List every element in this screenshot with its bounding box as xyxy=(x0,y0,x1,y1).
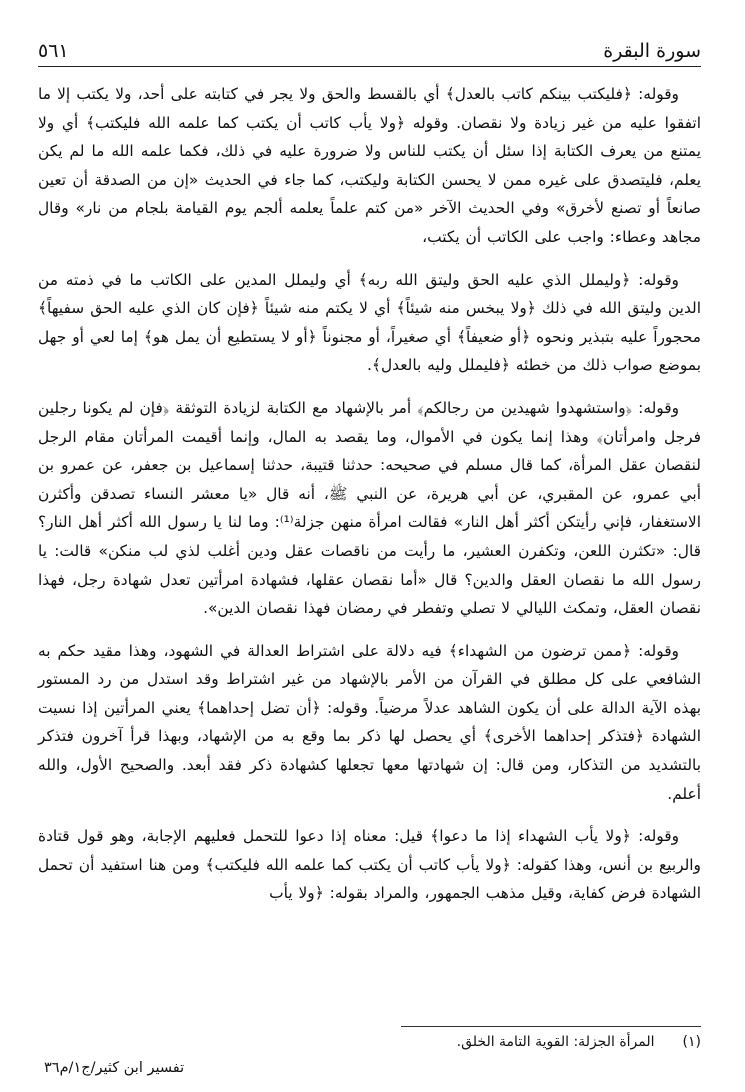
paragraph-1: وقوله: ﴿فليكتب بينكم كاتب بالعدل﴾ أي بالقسط والحق ولا يجر في كتابته على أحد، ولا يكتب إلا ما اتفقوا عليه من غير زيادة ولا نقصان. وقوله ﴿ولا يأب كاتب أن يكتب كما علمه الله فليكتب﴾ أي ولا يمتنع من يعرف الكتابة إذا سئل أن يكتب للناس ولا ضرورة عليه في ذلك، فكما علمه الله ما لم يكن يعلم، فليتصدق على غيره ممن لا يحسن الكتابة وليكتب، كما جاء في الحديث «إن من الصدقة أن تعين صانعاً أو تصنع لأخرق» وفي الحديث الآخر «من كتم علماً يعلمه ألجم يوم القيامة بلجام من نار» وقال مجاهد وعطاء: واجب على الكاتب أن يكتب، xyxy=(38,85,701,246)
surah-title: سورة البقرة xyxy=(603,40,701,62)
paragraph-2: وقوله: ﴿وليملل الذي عليه الحق وليتق الله ربه﴾ أي وليملل المدين على الكاتب ما في ذمته من الدين وليتق الله في ذلك ﴿ولا يبخس منه شيئاً﴾ أي لا يكتم منه شيئاً ﴿فإن كان الذي عليه الحق سفيهاً﴾ محجوراً عليه بتبذير ونحوه ﴿أو ضعيفاً﴾ أي صغيراً، أو مجنوناً ﴿أو لا يستطيع أن يمل هو﴾ إما لعي أو جهل بموضع صواب ذلك من خطئه ﴿فليملل وليه بالعدل﴾. xyxy=(38,270,701,375)
paragraph-3: وقوله: ﴿واستشهدوا شهيدين من رجالكم﴾ أمر بالإشهاد مع الكتابة لزيادة التوثقة ﴿فإن لم يكونا رجلين فرجل وامرأتان﴾ وهذا إنما يكون في الأموال، وما يقصد به المال، وإنما أقيمت المرأتان مقام الرجل لنقصان عقل المرأة، كما قال مسلم في صحيحه: حدثنا قتيبة، حدثنا إسماعيل بن جعفر، عن عمرو بن أبي عمرو، عن المقبري، عن أبي هريرة، عن النبي ﷺ، أنه قال «يا معشر النساء تصدقن وأكثرن الاستغفار، فإني رأيتكن أكثر أهل النار» فقالت امرأة منهن جزلة⁽¹⁾: وما لنا يا رسول الله أكثر أهل النار؟ قال: «تكثرن اللعن، وتكفرن العشير، ما رأيت من ناقصات عقل ودين أغلب لذي لب منكن» قالت: يا رسول الله ما نقصان العقل والدين؟ قال «أما نقصان عقلها، فشهادة امرأتين تعدل شهادة رجل، فهذا نقصان العقل، وتمكث الليالي لا تصلي وتفطر في رمضان فهذا نقصان الدين». xyxy=(38,398,701,618)
page-header xyxy=(38,40,701,67)
paragraph-4: وقوله: ﴿ممن ترضون من الشهداء﴾ فيه دلالة على اشتراط العدالة في الشهود، وهذا مقيد حكم به الشافعي على كل مطلق في القرآن من الأمر بالإشهاد من غير اشتراط وقد استدل من رد المستور بهذه الآية الدالة على أن يكون الشاهد عدلاً مرضياً. وقوله: ﴿أن تضل إحداهما﴾ يعني المرأتين إذا نسيت الشهادة ﴿فتذكر إحداهما الأخرى﴾ أي يحصل لها ذكر بما وقع به من الإشهاد، وبهذا قرأ آخرون فتذكر بالتشديد من التذكار، ومن قال: إن شهادتها معها تجعلها كشهادة ذكر فقد أبعد. والصحيح الأول، والله أعلم. xyxy=(38,641,701,803)
footnote-text: المرأة الجزلة: القوية التامة الخلق. xyxy=(456,1034,655,1050)
paragraph-5: وقوله: ﴿ولا يأب الشهداء إذا ما دعوا﴾ قيل: معناه إذا دعوا للتحمل فعليهم الإجابة، وهو قول قتادة والربيع بن أنس، وهذا كقوله: ﴿ولا يأب كاتب أن يكتب كما علمه الله فليكتب﴾ ومن هنا استفيد أن تحمل الشهادة فرض كفاية، وقيل مذهب الجمهور، والمراد بقوله: ﴿ولا يأب xyxy=(38,827,701,903)
footer-signature: تفسير ابن كثير/ج١/م٣٦ xyxy=(44,1060,185,1076)
footnote xyxy=(38,1034,701,1050)
page-number: ٥٦١ xyxy=(38,40,69,62)
footnote-number: (١) xyxy=(682,1034,701,1050)
body-text xyxy=(38,80,701,908)
footnote-divider xyxy=(401,1026,701,1027)
